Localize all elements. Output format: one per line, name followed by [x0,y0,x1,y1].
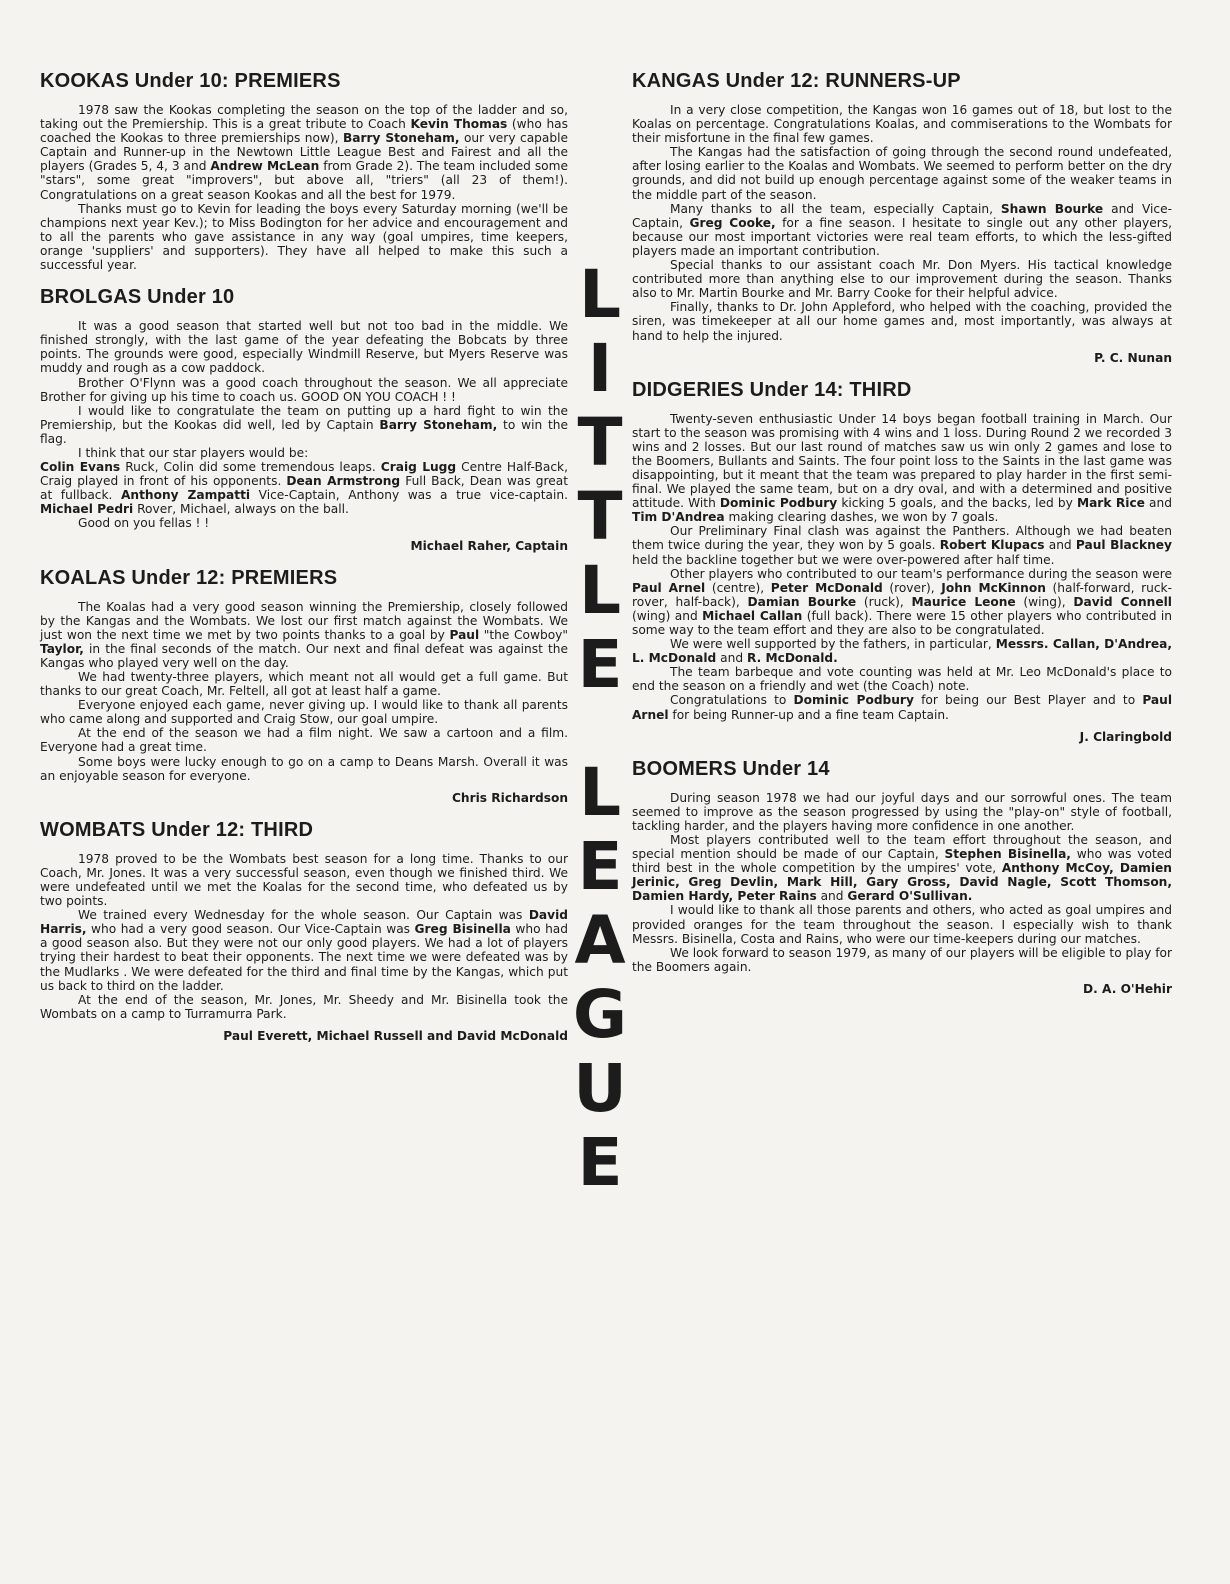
vertical-letter: T [577,404,623,481]
article-brolgas [40,286,568,552]
article-paragraph: Colin Evans Ruck, Colin did some tremendous leaps. Craig Lugg Centre Half-Back, Craig played in front of his opponents. Dean Armstrong Full Back, Dean was great at fullback. Anthony Zampatti Vice-Captain, Anthony was a true vice-captain. Michael Pedri Rover, Michael, always on the ball. [40,460,568,517]
vertical-letter: E [577,626,623,703]
article-paragraph: The Kangas had the satisfaction of going through the second round undefeated, after losing earlier to the Koalas and Wombats. We seemed to perform better on the dry grounds, and did not build up enough percentage against some of the weaker teams in the middle part of the season. [632,145,1172,202]
vertical-letter: I [587,330,613,407]
vertical-letter: L [578,552,622,629]
article-signature: Michael Raher, Captain [410,538,568,553]
article-kangas [632,70,1172,365]
article-signature: J. Claringbold [1079,729,1172,744]
article-paragraph: I would like to thank all those parents and others, who acted as goal umpires and provided oranges for the team throughout the season. I especially wish to thank Messrs. Bisinella, Costa and Rains, who were our time-keepers during our matches. [632,903,1172,946]
vertical-letter: U [573,1050,627,1127]
article-title: KOOKAS Under 10: PREMIERS [40,70,341,92]
vertical-title-gap [568,702,632,756]
article-title: WOMBATS Under 12: THIRD [40,818,314,841]
article-paragraph: We had twenty-three players, which meant not all would get a full game. But thanks to our great Coach, Mr. Feltell, all got at least half a game. [40,670,568,699]
article-signature: Chris Richardson [451,790,568,805]
article-signature: P. C. Nunan [1094,350,1172,365]
article-paragraph: Our Preliminary Final clash was against the Panthers. Although we had beaten them twice during the year, they won by 5 goals. Robert Klupacs and Paul Blackney held the backline together but we were over-powered after half time. [632,524,1172,567]
article-paragraph: Other players who contributed to our team's performance during the season were Paul Arnel (centre), Peter McDonald (rover), John McKinnon (half-forward, ruck-rover, half-back), Damian Bourke (ruck), Maurice Leone (wing), David Connell (wing) and Michael Callan (full back). There were 15 other players who contributed in some way to the team effort and they are also to be congratulated. [632,566,1172,637]
article-paragraph: Thanks must go to Kevin for leading the boys every Saturday morning (we'll be champions next year Kev.); to Miss Bodington for her advice and encouragement and to all the parents who gave assistance in any way (goal umpires, time keepers, orange 'suppliers' and supporters). They have all helped to make this such a successful year. [40,201,568,273]
vertical-letter: T [577,478,623,555]
article-didgeries [632,379,1172,744]
article-paragraph: We look forward to season 1979, as many of our players will be eligible to play for the Boomers again. [632,945,1172,974]
article-paragraph: Many thanks to all the team, especially Captain, Shawn Bourke and Vice-Captain, Greg Cooke, for a fine season. I hesitate to single out any other players, because our most important victories were real team efforts, to which the less-gifted players made an important contribution. [632,201,1172,258]
article-signature: Paul Everett, Michael Russell and David McDonald [223,1028,568,1043]
article-title: KOALAS Under 12: PREMIERS [40,566,338,589]
article-paragraph: At the end of the season, Mr. Jones, Mr. Sheedy and Mr. Bisinella took the Wombats on a camp to Turramurra Park. [40,992,568,1021]
little-league-vertical-title [568,258,632,1200]
article-paragraph: Finally, thanks to Dr. John Appleford, who helped with the coaching, provided the siren, was timekeeper at all our home games and, most importantly, was always at hand to help the injured. [632,300,1172,343]
article-paragraph: Everyone enjoyed each game, never giving up. I would like to thank all parents who came along and supported and Craig Stow, our goal umpire. [40,698,568,727]
vertical-letter: E [577,828,623,905]
vertical-letter: E [577,1124,623,1201]
article-title: BROLGAS Under 10 [40,286,235,309]
article-paragraph: Brother O'Flynn was a good coach throughout the season. We all appreciate Brother for giving up his time to coach us. GOOD ON YOU COACH ! ! [40,375,568,404]
article-paragraph: At the end of the season we had a film night. We saw a cartoon and a film. Everyone had a great time. [40,726,568,755]
article-title: DIDGERIES Under 14: THIRD [632,378,912,401]
article-paragraph: The team barbeque and vote counting was held at Mr. Leo McDonald's place to end the season on a friendly and wet (the Coach) note. [632,665,1172,694]
article-paragraph: During season 1978 we had our joyful days and our sorrowful ones. The team seemed to improve as the season progressed by using the "play-on" style of football, tackling harder, and the players having more confidence in one another. [632,790,1172,833]
article-paragraph: We trained every Wednesday for the whole season. Our Captain was David Harris, who had a very good season. Our Vice-Captain was Greg Bisinella who had a good season also. But they were not our only good players. We had a lot of players trying their hardest to beat their opponents. The next time we were defeated was by the Mudlarks . We were defeated for the third and final time by the Kangas, which put us back to third on the ladder. [40,908,568,993]
article-paragraph: We were well supported by the fathers, in particular, Messrs. Callan, D'Andrea, L. McDonald and R. McDonald. [632,637,1172,666]
article-kookas [40,70,568,272]
vertical-letter: L [578,754,622,831]
article-paragraph: Congratulations to Dominic Podbury for being our Best Player and to Paul Arnel for being Runner-up and a fine team Captain. [632,693,1173,722]
article-koalas [40,567,568,805]
article-paragraph: 1978 proved to be the Wombats best season for a long time. Thanks to our Coach, Mr. Jones. It was a very successful season, even though we finished third. We were undefeated until we met the Koalas for the second time, who defeated us by two points. [40,851,568,909]
article-paragraph: Special thanks to our assistant coach Mr. Don Myers. His tactical knowledge contributed more than anything else to our improvement during the season. Thanks also to Mr. Martin Bourke and Mr. Barry Cooke for their helpful advice. [632,258,1172,301]
article-paragraph: I would like to congratulate the team on putting up a hard fight to win the Premiership, but the Kookas did well, led by Captain Barry Stoneham, to win the flag. [40,403,569,446]
article-boomers [632,758,1172,996]
vertical-letter: A [574,902,626,979]
article-paragraph: It was a good season that started well but not too bad in the middle. We finished strongly, with the last game of the year defeating the Bobcats by three points. The grounds were good, especially Windmill Reserve, but Myers Reserve was muddy and rough as a cow paddock. [40,319,568,376]
article-paragraph: Some boys were lucky enough to go on a camp to Deans Marsh. Overall it was an enjoyable season for everyone. [40,754,568,783]
article-paragraph: The Koalas had a very good season winning the Premiership, closely followed by the Kangas and the Wombats. We lost our first match against the Wombats. We just won the next time we met by two points thanks to a goal by Paul "the Cowboy" Taylor, in the final seconds of the match. Our next and final defeat was against the Kangas who played very well on the day. [40,599,568,670]
left-column [40,70,568,1057]
article-title: BOOMERS Under 14 [632,757,830,780]
article-paragraph: I think that our star players would be: [78,445,309,460]
article-paragraph: Good on you fellas ! ! [78,516,210,531]
right-column [632,70,1172,1010]
article-title: KANGAS Under 12: RUNNERS-UP [632,70,961,92]
article-wombats [40,819,568,1043]
vertical-letter: L [578,256,622,333]
article-paragraph: Twenty-seven enthusiastic Under 14 boys began football training in March. Our start to the season was promising with 4 wins and 1 loss. During Round 2 we recorded 3 wins and 2 losses. But our last round of matches saw us win only 2 games and lose to the Boomers, Bullants and Saints. The four point loss to the Saints in the last game was disappointing, but it meant that the team was prepared to play harder in the first semi-final. We played the same team, but on a dry oval, and with a determined and positive attitude. With Dominic Podbury kicking 5 goals, and the backs, led by Mark Rice and Tim D'Andrea making clearing dashes, we won by 7 goals. [632,411,1172,525]
article-paragraph: In a very close competition, the Kangas won 16 games out of 18, but lost to the Koalas on percentage. Congratulations Koalas, and commiserations to the Wombats for their misfortune in the final few games. [632,103,1172,146]
article-paragraph: 1978 saw the Kookas completing the season on the top of the ladder and so, taking out the Premiership. This is a great tribute to Coach Kevin Thomas (who has coached the Kookas to three premierships now), Barry Stoneham, our very capable Captain and Runner-up in the Newtown Little League Best and Fairest and all the players (Grades 5, 4, 3 and Andrew McLean from Grade 2). The team included some "stars", some great "improvers", but above all, "triers" (all 23 of them!). Congratulations on a great season Kookas and all the best for 1979. [40,103,569,202]
vertical-letter: G [572,976,628,1053]
article-signature: D. A. O'Hehir [1083,981,1172,996]
article-paragraph: Most players contributed well to the team effort throughout the season, and special mention should be made of our Captain, Stephen Bisinella, who was voted third best in the whole competition by the umpires' vote, Anthony McCoy, Damien Jerinic, Greg Devlin, Mark Hill, Gary Gross, David Nagle, Scott Thomson, Damien Hardy, Peter Rains and Gerard O'Sullivan. [632,832,1172,904]
